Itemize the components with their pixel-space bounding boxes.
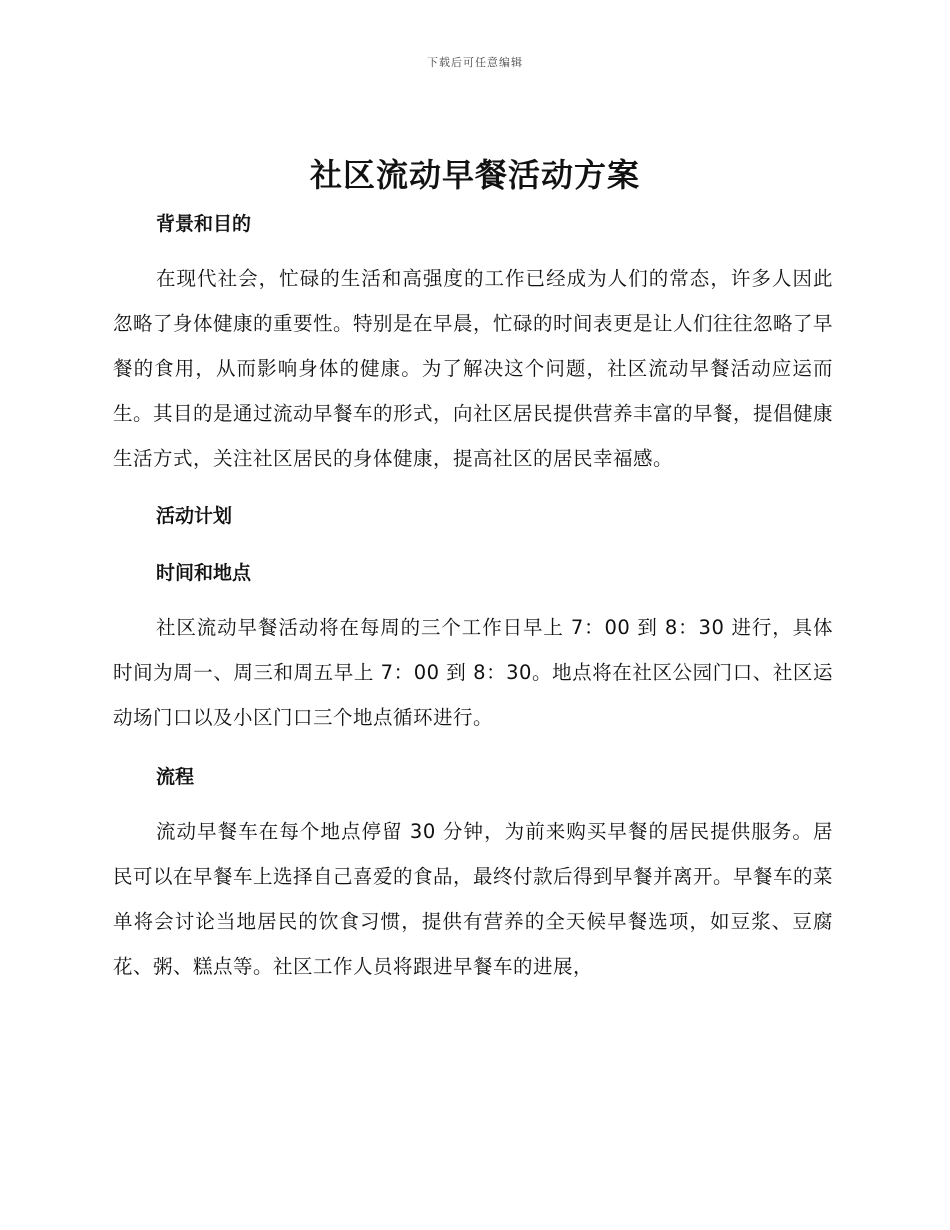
section-heading-process: 流程 — [156, 766, 195, 788]
paragraph-background: 在现代社会，忙碌的生活和高强度的工作已经成为人们的常态，许多人因此忽略了身体健康的重要性。特别是在早晨，忙碌的时间表更是让人们往往忽略了早餐的食用，从而影响身体的健康。为了解决这个问题，社区流动早餐活动应运而生。其目的是通过流动早餐车的形式，向社区居民提供营养丰富的早餐，提倡健康生活方式，关注社区居民的身体健康，提高社区的居民幸福感。 — [113, 267, 834, 470]
document-title: 社区流动早餐活动方案 — [309, 156, 640, 194]
paragraph-process: 流动早餐车在每个地点停留 30 分钟，为前来购买早餐的居民提供服务。居民可以在早餐车上选择自己喜爱的食品，最终付款后得到早餐并离开。早餐车的菜单将会讨论当地居民的饮食习惯，提供有营养的全天候早餐选项，如豆浆、豆腐花、粥、糕点等。社区工作人员将跟进早餐车的进展， — [113, 820, 834, 978]
paragraph-time-location: 社区流动早餐活动将在每周的三个工作日早上 7：00 到 8：30 进行，具体时间为周一、周三和周五早上 7：00 到 8：30。地点将在社区公园门口、社区运动场门口以及小区门口三个地点循环进行。 — [113, 616, 833, 729]
document-body — [113, 205, 833, 989]
section-heading-activity-plan: 活动计划 — [156, 505, 233, 527]
section-heading-time-location: 时间和地点 — [156, 562, 252, 584]
section-heading-background: 背景和目的 — [156, 213, 252, 235]
header-note: 下载后可任意编辑 — [427, 56, 523, 69]
